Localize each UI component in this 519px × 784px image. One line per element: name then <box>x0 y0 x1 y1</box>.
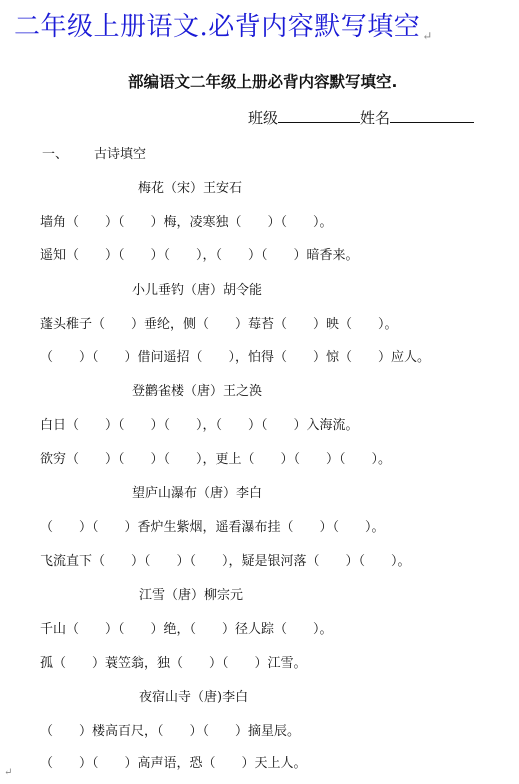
poem-line: 蓬头稚子（ ）垂纶，侧（ ）莓苔（ ）映（ ）。 <box>40 317 398 332</box>
poem-line: （ ）（ ）香炉生紫烟，遥看瀑布挂（ ）（ ）。 <box>40 520 385 535</box>
poem-line: （ ）（ ）借问遥招（ ），怕得（ ）惊（ ）应人。 <box>40 350 431 365</box>
section-heading <box>42 143 146 162</box>
document-subtitle: 部编语文二年级上册必背内容默写填空. <box>128 73 398 91</box>
poem-line: 孤（ ）蓑笠翁，独（ ）（ ）江雪。 <box>40 656 307 671</box>
poem-line: 千山（ ）（ ）绝，（ ）径人踪（ ）。 <box>40 622 333 637</box>
name-label: 姓名 <box>360 109 391 127</box>
poem-line: （ ）（ ）高声语，恐（ ）天上人。 <box>40 756 307 771</box>
poem-line: （ ）楼高百尺，（ ）（ ）摘星辰。 <box>40 724 301 739</box>
section-title: 古诗填空 <box>94 147 147 162</box>
poem-title: 望庐山瀑布（唐）李白 <box>132 486 263 501</box>
class-blank <box>278 108 360 123</box>
poem-line: 飞流直下（ ）（ ）（ ），疑是银河落（ ）（ ）。 <box>40 554 411 569</box>
poem-title: 江雪（唐）柳宗元 <box>139 588 244 603</box>
banner-title-text: 二年级上册语文.必背内容默写填空 <box>14 12 421 42</box>
poem-line: 遥知（ ）（ ）（ ），（ ）（ ）暗香来。 <box>40 248 359 263</box>
section-number: 一、 <box>42 147 69 162</box>
poem-line: 白日（ ）（ ）（ ），（ ）（ ）入海流。 <box>40 418 359 433</box>
class-label: 班级 <box>248 109 279 127</box>
poem-title: 登鹳雀楼（唐）王之涣 <box>132 384 263 399</box>
poem-line: 墙角（ ）（ ）梅，凌寒独（ ）（ ）。 <box>40 215 333 230</box>
poem-title: 小儿垂钓（唐）胡令能 <box>132 283 263 298</box>
name-blank <box>390 108 474 123</box>
poem-title: 梅花（宋）王安石 <box>138 181 243 196</box>
paragraph-mark-icon: ↵ <box>422 29 433 43</box>
document-banner-title <box>14 6 433 43</box>
end-paragraph-mark-icon: ↵ <box>4 767 13 778</box>
poem-line: 欲穷（ ）（ ）（ ），更上（ ）（ ）（ ）。 <box>40 452 392 467</box>
class-name-line <box>248 107 474 128</box>
poem-title: 夜宿山寺（唐)李白 <box>139 690 249 705</box>
